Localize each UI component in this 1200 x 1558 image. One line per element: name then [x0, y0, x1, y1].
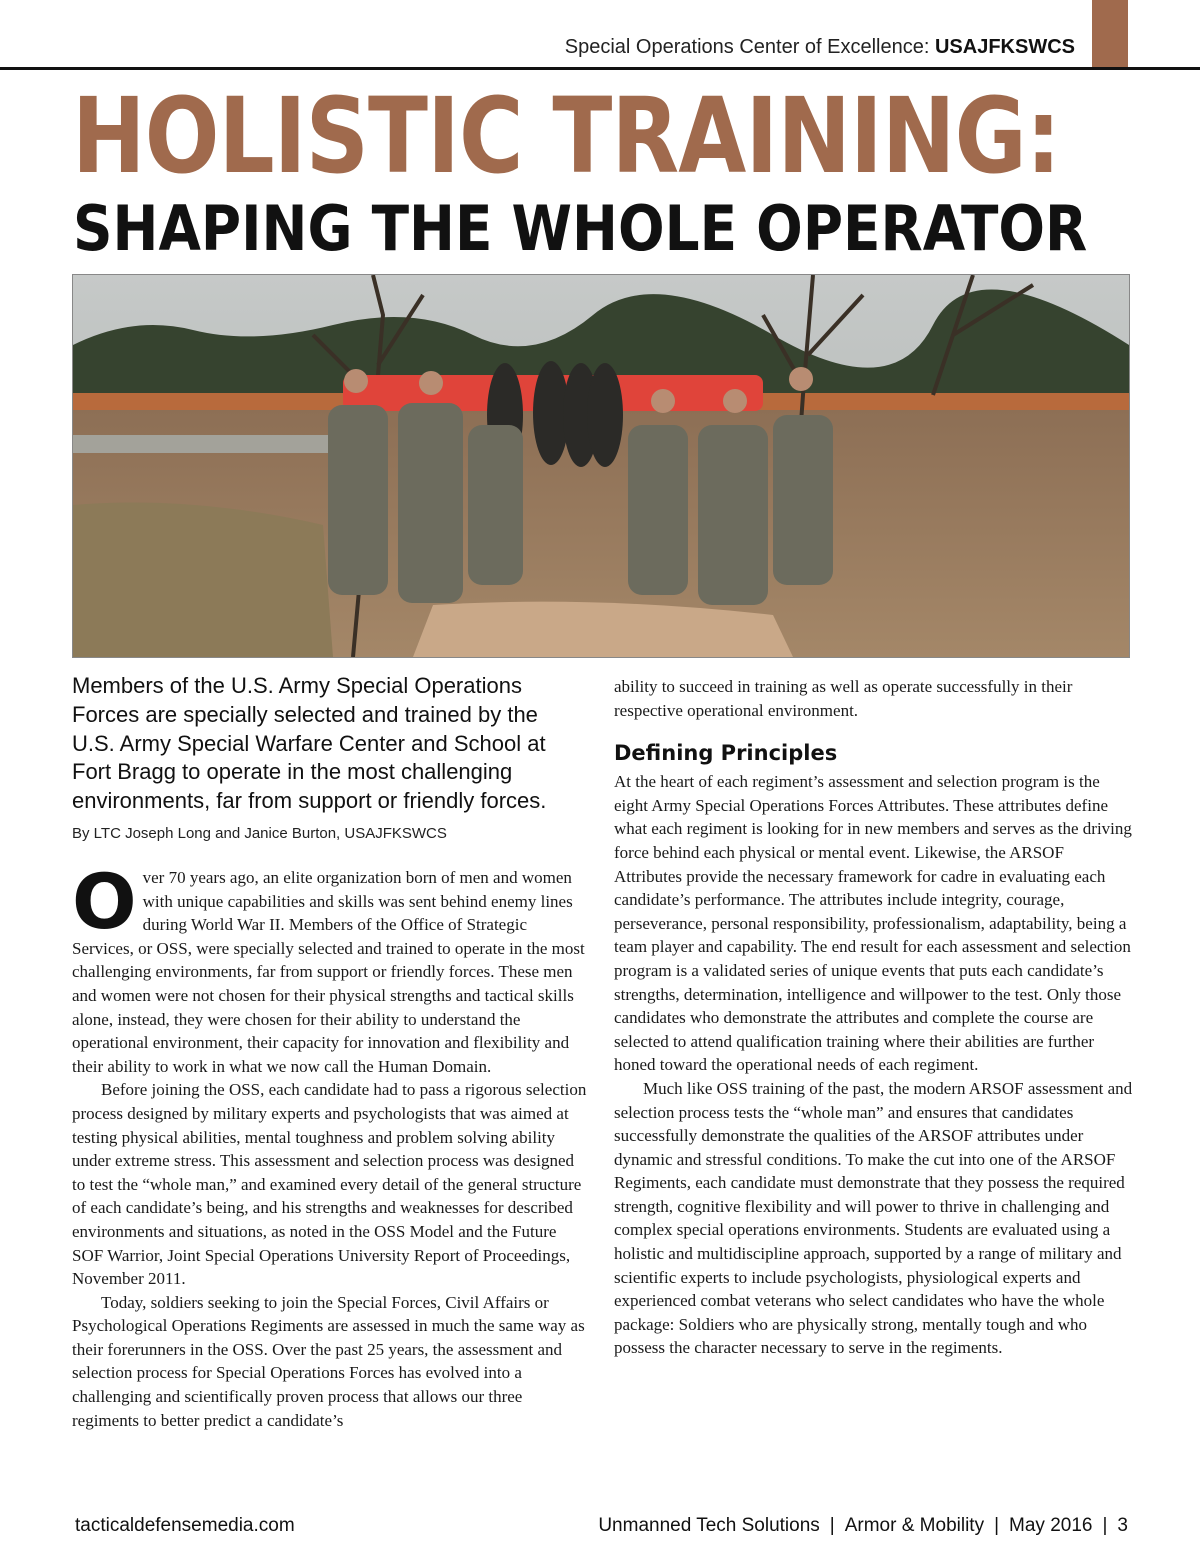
- header-accent-tab: [1092, 0, 1128, 68]
- footer-separator: |: [829, 1515, 835, 1536]
- page-number: 3: [1117, 1515, 1128, 1536]
- paragraph: Today, soldiers seeking to join the Special Forces, Civil Affairs or Psychological Operations Regiments are assessed in much the same way as their forerunners in the OSS. Over the past 25 years, the assessment and selection process for Special Operations Forces has evolved into a challenging and scientifically proven process that allows our three regiments to better predict a candidate’s: [72, 1292, 585, 1430]
- paragraph: Before joining the OSS, each candidate had to pass a rigorous selection process designed by military experts and psychologists that was aimed at testing physical abilities, mental toughness and problem solving ability under extreme stress. This assessment and selection process was designed to test the “whole man,” and examined every detail of the general structure of each candidate’s being, and his strengths and weaknesses for described environments and situations, as noted in the OSS Model and the Future SOF Warrior, Joint Special Operations University Report of Proceedings, November 2011.: [72, 1080, 587, 1289]
- paragraph-text: ver 70 years ago, an elite organization born of men and women with unique capabilities and skills was sent behind enemy lines during World War II. Members of the Office of Strategic Services, or OSS, were specially selected and trained to operate in the most challenging environments, far from support or friendly forces. These men and women were not chosen for their physical strengths and tactical skills alone, instead, they were chosen for their ability to understand the operational environment, their capacity for innovation and flexibility and their ability to work in what we now call the Human Domain.: [72, 868, 585, 1076]
- subheadline: SHAPING THE WHOLE OPERATOR: [73, 192, 1088, 265]
- lede: Members of the U.S. Army Special Operations Forces are specially selected and trained by the U.S. Army Special Warfare Center and School at Fort Bragg to operate in the most challenging environments, far from support or friendly forces.: [72, 673, 547, 814]
- running-header: [565, 36, 1075, 59]
- footer-separator: |: [994, 1515, 1000, 1536]
- paragraph: [72, 857, 590, 1078]
- footer-issue: [598, 1515, 1128, 1537]
- byline: By LTC Joseph Long and Janice Burton, USAJFKSWCS: [72, 825, 447, 842]
- footer-website: tacticaldefensemedia.com: [75, 1515, 295, 1536]
- footer-publication: Unmanned Tech Solutions: [598, 1515, 820, 1536]
- footer-date: May 2016: [1009, 1515, 1093, 1536]
- right-column: [614, 675, 1134, 1360]
- article-photo: [72, 274, 1130, 658]
- section-heading: Defining Principles: [614, 741, 838, 766]
- header-org: USAJFKSWCS: [934, 36, 1075, 58]
- footer-separator: |: [1102, 1515, 1108, 1536]
- header-section: Special Operations Center of Excellence:: [564, 36, 930, 58]
- paragraph: At the heart of each regiment’s assessment and selection program is the eight Army Special Operations Forces Attributes. These attributes define what each regiment is looking for in new members and serves as the driving force behind each physical or mental event. Likewise, the ARSOF Attributes provide the necessary framework for cadre in evaluating each candidate’s performance. The attributes include integrity, courage, perseverance, personal responsibility, professionalism, adaptability, being a team player and capability. The end result for each assessment and selection program is a validated series of unique events that puts each candidate’s strengths, determination, intelligence and willpower to the test. Only those candidates who demonstrate the attributes and complete the course are selected to attend qualification training where their abilities are further honed toward the operational needs of each regiment.: [614, 772, 1132, 1075]
- footer-publication-name: Armor & Mobility: [844, 1515, 985, 1536]
- headline: HOLISTIC TRAINING:: [72, 75, 1061, 197]
- left-column: [72, 857, 590, 1432]
- paragraph: ability to succeed in training as well as operate successfully in their respective operational environment.: [614, 677, 1073, 720]
- paragraph: Much like OSS training of the past, the modern ARSOF assessment and selection process tests the “whole man” and ensures that candidates successfully demonstrate the qualities of the ARSOF attributes under dynamic and stressful conditions. To make the cut into one of the ARSOF Regiments, each candidate must demonstrate that they possess the required strength, cognitive flexibility and will power to thrive in challenging and complex special operations environments. Students are evaluated using a holistic and multidiscipline approach, supported by a range of military and scientific experts to include psychologists, physiological experts and experienced combat veterans who select candidates who have the whole package: Soldiers who are physically strong, mentally tough and who possess the character necessary to serve in the regiments.: [614, 1078, 1133, 1358]
- drop-cap: O: [72, 857, 137, 946]
- header-rule: [0, 67, 1200, 70]
